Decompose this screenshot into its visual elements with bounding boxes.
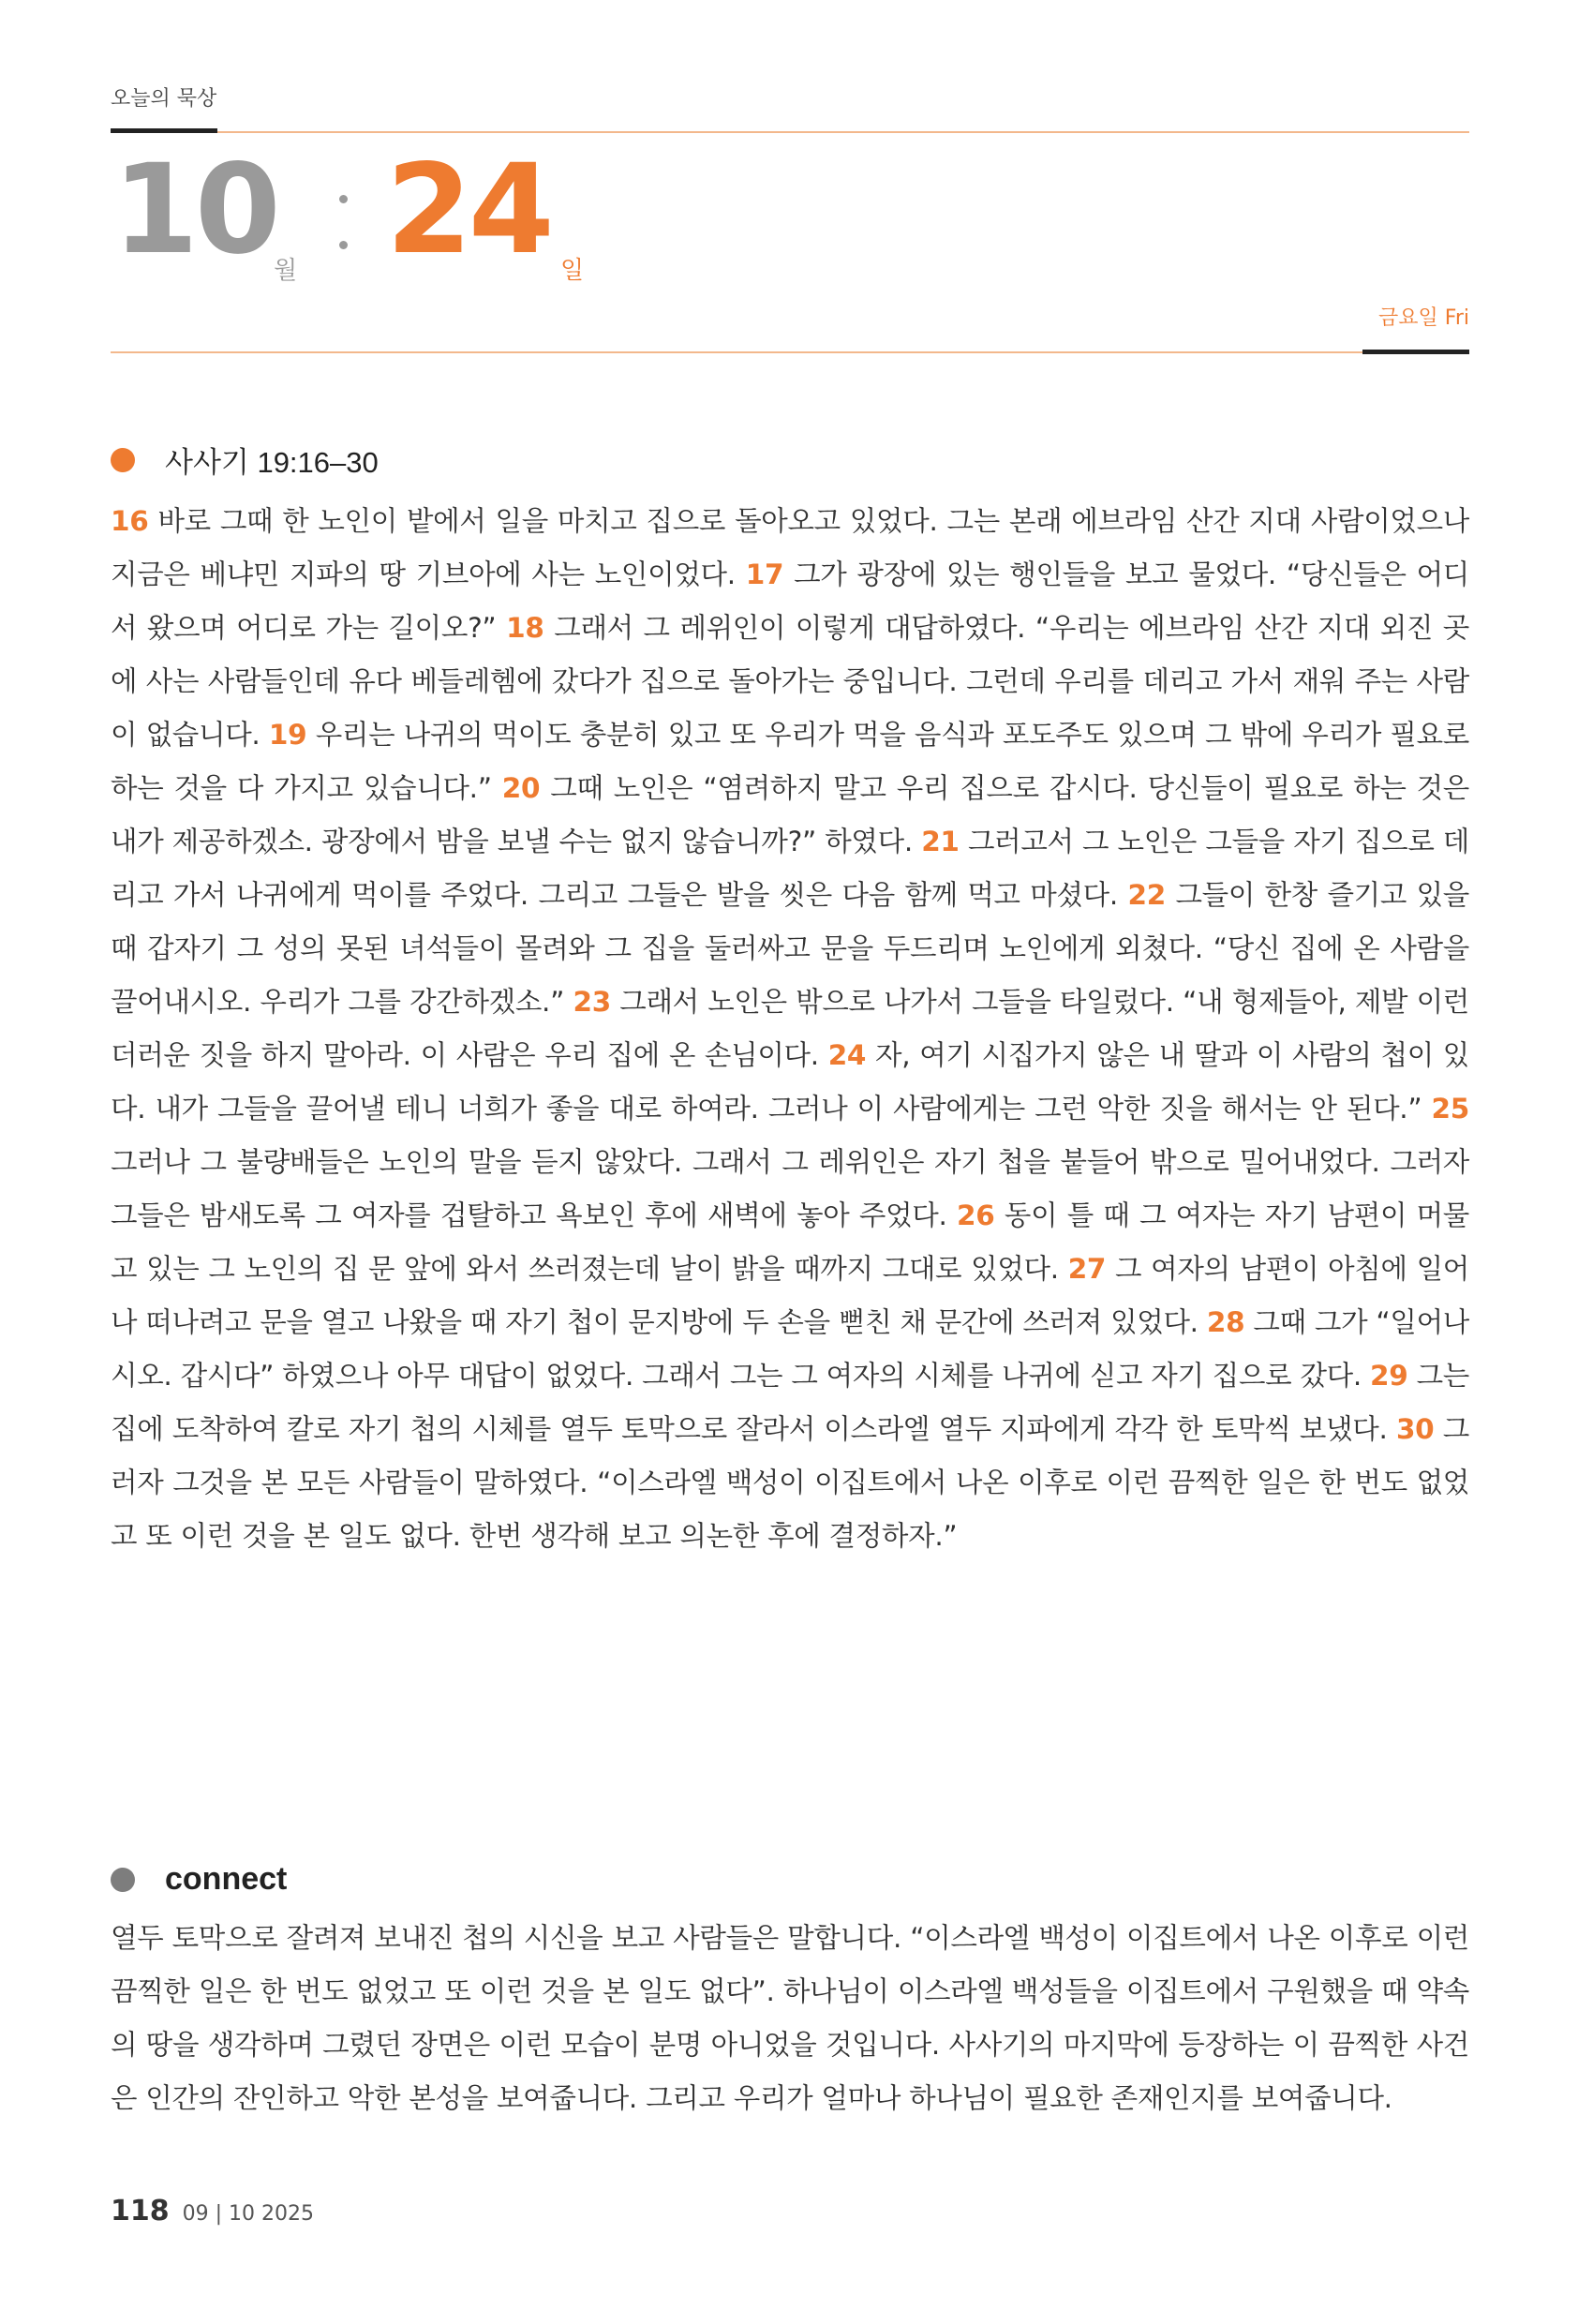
verse-text: 그 여자의 남편이 아침에 일어나 떠나려고 문을 열고 나왔을 때 자기 첩이 문지방에 두 손을 뻗친 채 문간에 쓰러져 있었다.: [111, 1253, 1469, 1338]
verse-text: 그러고서 그 노인은 그들을 자기 집으로 데리고 가서 나귀에게 먹이를 주었다. 그리고 그들은 발을 씻은 다음 함께 먹고 마셨다.: [111, 826, 1470, 911]
verse-text: 우리는 나귀의 먹이도 충분히 있고 또 우리가 먹을 음식과 포도주도 있으며 그 밖에 우리가 필요로 하는 것을 다 가지고 있습니다.”: [111, 719, 1470, 804]
date-separator: [339, 195, 349, 253]
date-rule-accent: [1362, 350, 1469, 354]
verse-text: 자, 여기 시집가지 않은 내 딸과 이 사람의 첩이 있다. 내가 그들을 끌어낼 테니 너희가 좋을 대로 하여라. 그러나 이 사람에게는 그런 악한 짓을 해서는 안 된다.”: [111, 1039, 1469, 1125]
scripture-heading: [111, 439, 379, 481]
verse-number: 30: [1395, 1413, 1435, 1445]
verse-number: 19: [268, 719, 307, 751]
verse-number: 23: [573, 986, 611, 1018]
page-number: 118: [111, 2195, 170, 2227]
verse-number: 25: [1431, 1093, 1469, 1125]
verse-text: 그가 광장에 있는 행인들을 보고 물었다. “당신들은 어디서 왔으며 어디로 가는 길이오?”: [111, 559, 1469, 644]
verse-number: 21: [921, 826, 960, 857]
issue-date: 09 | 10 2025: [182, 2202, 314, 2226]
verse-number: 22: [1127, 879, 1166, 911]
verse-text: 그때 그가 “일어나시오. 갑시다” 하였으나 아무 대답이 없었다. 그래서 그는 그 여자의 시체를 나귀에 싣고 자기 집으로 갔다.: [111, 1306, 1470, 1392]
connect-heading: [111, 1861, 287, 1898]
month-number: 10: [112, 138, 277, 282]
connect-title: connect: [165, 1861, 288, 1897]
verse-text: 그래서 그 레위인이 이렇게 대답하였다. “우리는 에브라임 산간 지대 외진 곳에 사는 사람들인데 유다 베들레헴에 갔다가 집으로 돌아가는 중입니다. 그런데 우리를 데리고 가서 재워 주는 사람이 없습니다.: [111, 612, 1469, 751]
page-footer: [111, 2195, 314, 2227]
verse-text: 동이 틀 때 그 여자는 자기 남편이 머물고 있는 그 노인의 집 문 앞에 와서 쓰러졌는데 날이 밝을 때까지 그대로 있었다.: [111, 1199, 1469, 1285]
verse-number: 26: [957, 1199, 995, 1231]
verse-number: 17: [745, 559, 784, 590]
verse-text: 그는 집에 도착하여 칼로 자기 첩의 시체를 열두 토막으로 잘라서 이스라엘 열두 지파에게 각각 한 토막씩 보냈다.: [111, 1360, 1469, 1445]
verse-text: 그래서 노인은 밖으로 나가서 그들을 타일렀다. “내 형제들아, 제발 이런 더러운 짓을 하지 말아라. 이 사람은 우리 집에 온 손님이다.: [111, 986, 1469, 1071]
connect-body: 열두 토막으로 잘려져 보내진 첩의 시신을 보고 사람들은 말합니다. “이스라엘 백성이 이집트에서 나온 이후로 이런 끔찍한 일은 한 번도 없었고 또 이런 것을 본 일도 없다”. 하나님이 이스라엘 백성들을 이집트에서 구원했을 때 약속의 땅을 생각하며 그렸던 장면은 이런 모습이 분명 아니었을 것입니다. 사사기의 마지막에 등장하는 이 끔찍한 사건은 인간의 잔인하고 악한 본성을 보여줍니다. 그리고 우리가 얼마나 하나님이 필요한 존재인지를 보여줍니다.: [111, 1922, 1469, 2114]
verse-number: 24: [827, 1039, 867, 1071]
header-rule: [111, 131, 1469, 133]
verse-text: 바로 그때 한 노인이 밭에서 일을 마치고 집으로 돌아오고 있었다. 그는 본래 에브라임 산간 지대 사람이었으나 지금은 베냐민 지파의 땅 기브아에 사는 노인이었다.: [111, 505, 1469, 590]
month-unit: 월: [274, 257, 298, 285]
bullet-dot-icon: [111, 448, 135, 472]
verse-text: 그러자 그것을 본 모든 사람들이 말하였다. “이스라엘 백성이 이집트에서 나온 이후로 이런 끔찍한 일은 한 번도 없었고 또 이런 것을 본 일도 없다. 한번 생각해 보고 의논한 후에 결정하자.”: [111, 1413, 1469, 1552]
weekday: 금요일 Fri: [1378, 306, 1469, 330]
verse-text: 그때 노인은 “염려하지 말고 우리 집으로 갑시다. 당신들이 필요로 하는 것은 내가 제공하겠소. 광장에서 밤을 보낼 수는 없지 않습니까?” 하였다.: [111, 772, 1469, 857]
verse-number: 20: [501, 772, 541, 804]
day-number: 24: [386, 138, 551, 282]
verse-number: 29: [1370, 1360, 1408, 1392]
date-rule: [111, 351, 1469, 353]
scripture-passage: [111, 495, 1469, 1563]
verse-text: 그러나 그 불량배들은 노인의 말을 듣지 않았다. 그래서 그 레위인은 자기 첩을 붙들어 밖으로 밀어내었다. 그러자 그들은 밤새도록 그 여자를 겁탈하고 욕보인 후에 새벽에 놓아 주었다.: [111, 1146, 1469, 1231]
scripture-reference: 사사기 19:16–30: [165, 446, 379, 479]
verse-number: 27: [1067, 1253, 1107, 1285]
bullet-dot-icon: [111, 1868, 135, 1892]
verse-number: 28: [1206, 1306, 1245, 1338]
section-label: 오늘의 묵상: [111, 87, 217, 111]
verse-number: 18: [506, 612, 544, 644]
day-unit: 일: [560, 257, 585, 285]
header-rule-accent: [111, 128, 217, 133]
verse-text: 그들이 한창 즐기고 있을 때 갑자기 그 성의 못된 녀석들이 몰려와 그 집을 둘러싸고 문을 두드리며 노인에게 외쳤다. “당신 집에 온 사람을 끌어내시오. 우리가 그를 강간하겠소.”: [111, 879, 1469, 1018]
verse-number: 16: [111, 505, 149, 537]
